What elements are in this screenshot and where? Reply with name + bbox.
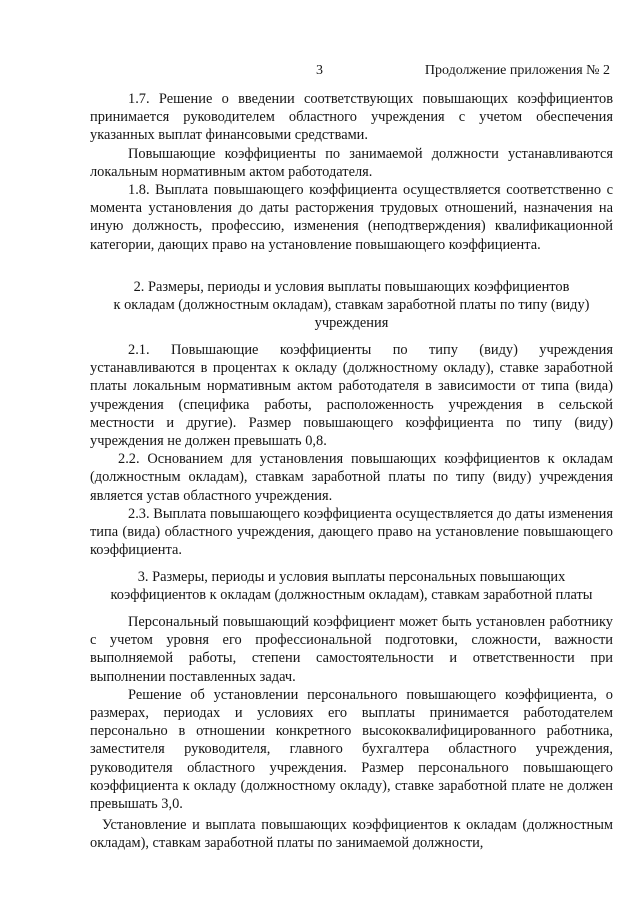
paragraph-2-2: 2.2. Основанием для установления повышающих коэффициентов к окладам (должностным окладам), ставкам заработной платы по типу (виду) учреждения является устав областного учреждения. bbox=[90, 451, 613, 504]
section-3-title-line-2: коэффициентов к окладам (должностным окладам), ставкам заработной платы bbox=[110, 587, 593, 604]
paragraph-1-7: 1.7. Решение о введении соответствующих повышающих коэффициентов принимается руководителем областного учреждения с учетом обеспечения указанных выплат финансовыми средствами. bbox=[90, 91, 613, 144]
section-2-title-line-3: учреждения bbox=[314, 315, 389, 332]
section-2-title-line-1: 2. Размеры, периоды и условия выплаты повышающих коэффициентов bbox=[133, 279, 570, 295]
paragraph-3-2: Решение об установлении персонального повышающего коэффициента, о размерах, периодах и условиях его выплаты принимается работодателем персонально в отношении конкретного высококвалифицированного работника, заместителя руководителя, главного бухгалтера областного учреждения, руководителя областного учреждения. Размер персонального повышающего коэффициента к окладу (должностному окладу), ставке заработной плате не должен превышать 3,0. bbox=[90, 686, 613, 813]
appendix-continuation-label: Продолжение приложения № 2 bbox=[424, 63, 610, 78]
paragraph-1-8: 1.8. Выплата повышающего коэффициента осуществляется соответственно с момента установления до даты расторжения трудовых отношений, назначения на иную должность, профессию, изменения (неподтверждения) квалификационной категории, дающих право на установление повышающего коэффициента. bbox=[90, 182, 613, 253]
section-3-heading bbox=[90, 568, 613, 604]
paragraph-3-1: Персональный повышающий коэффициент может быть установлен работнику с учетом уровня его профессиональной подготовки, сложности, важности выполняемой работы, степени самостоятельности и ответственности при выполнении поставленных задач. bbox=[90, 614, 613, 685]
section-1-continuation bbox=[90, 90, 613, 254]
section-2-title-line-2: к окладам (должностным окладам), ставкам заработной платы по типу (виду) bbox=[113, 297, 590, 314]
paragraph-2-1: 2.1. Повышающие коэффициенты по типу (виду) учреждения устанавливаются в процентах к окладу (должностному окладу), ставке заработной платы локальным нормативным актом работодателя в зависимости от типа (вида) учреждения (специфика работы, расположенность учреждения в сельской местности и другие). Размер повышающего коэффициента по типу (виду) учреждения не должен превышать 0,8. bbox=[90, 342, 613, 450]
section-3-title-line-1: 3. Размеры, периоды и условия выплаты персональных повышающих bbox=[137, 569, 566, 585]
paragraph-2-3: 2.3. Выплата повышающего коэффициента осуществляется до даты изменения типа (вида) областного учреждения, дающего право на установление повышающего коэффициента. bbox=[90, 505, 613, 559]
page-number: 3 bbox=[316, 63, 323, 78]
section-2-heading bbox=[90, 278, 613, 333]
paragraph-3-3: Установление и выплата повышающих коэффициентов к окладам (должностным окладам), ставкам заработной платы по занимаемой должности, bbox=[90, 817, 613, 852]
section-3-body bbox=[90, 613, 613, 853]
paragraph-1-7-continued: Повышающие коэффициенты по занимаемой должности устанавливаются локальным нормативным актом работодателя. bbox=[90, 145, 613, 180]
section-2-body bbox=[90, 341, 613, 559]
